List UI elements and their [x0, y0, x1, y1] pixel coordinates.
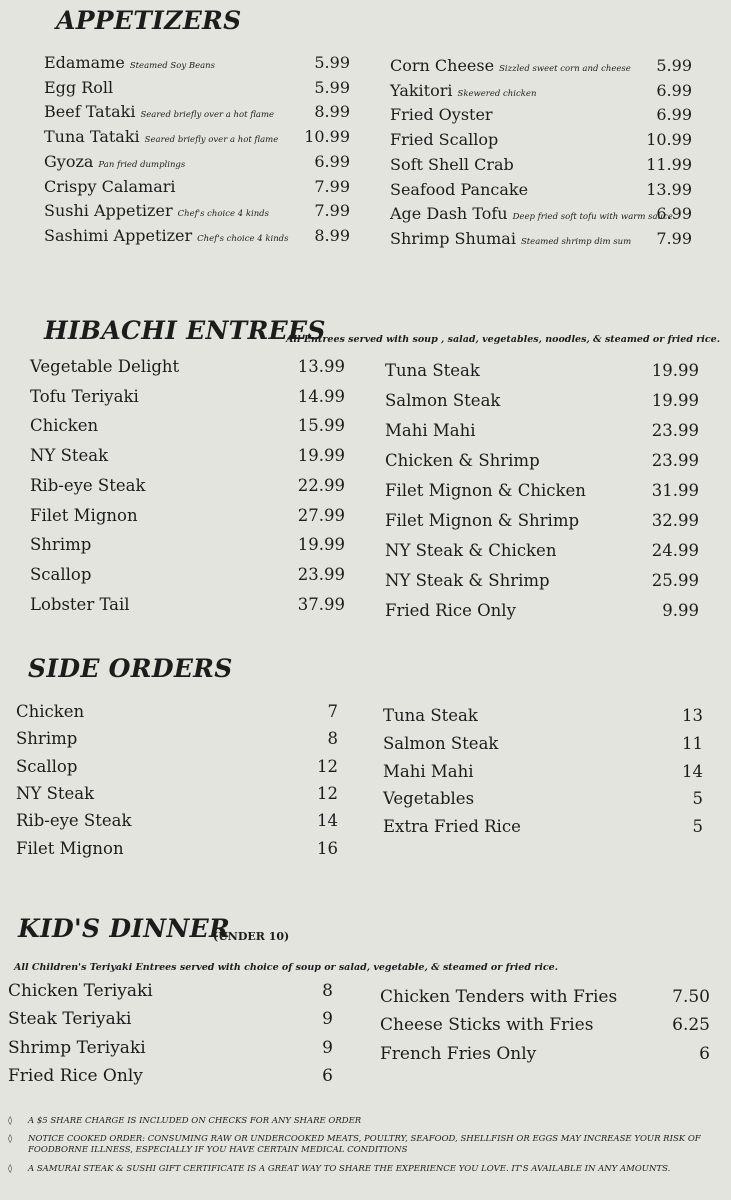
menu-item-price: 7.99 [314, 176, 350, 196]
menu-item-price: 5.99 [656, 56, 692, 75]
menu-item-price: 24.99 [651, 541, 699, 560]
menu-item [44, 151, 350, 175]
menu-item [390, 179, 692, 203]
menu-item-name [390, 154, 514, 176]
menu-item-name [16, 728, 77, 750]
menu-item-name [8, 1037, 146, 1059]
menu-item-title: Chicken Teriyaki [8, 981, 153, 1001]
appetizers-heading: APPETIZERS [56, 6, 242, 35]
diamond-bullet-icon: ◊ [8, 1116, 13, 1126]
menu-item [16, 810, 338, 834]
menu-item [385, 540, 699, 564]
menu-item-title: Chicken Tenders with Fries [380, 987, 618, 1007]
menu-item-price: 7.99 [314, 201, 350, 221]
menu-item [44, 225, 350, 249]
menu-item [30, 505, 345, 529]
menu-item-title: Cheese Sticks with Fries [380, 1015, 594, 1036]
menu-item-price: 13 [682, 706, 703, 725]
menu-item-name [390, 55, 631, 80]
kids-dinner-subtitle: (UNDER 10) [213, 930, 290, 943]
menu-item [30, 564, 345, 588]
menu-item-name [380, 1043, 536, 1065]
menu-item-price: 5.99 [314, 53, 350, 72]
menu-item-price: 10.99 [646, 130, 692, 150]
menu-item [390, 80, 692, 104]
menu-item [44, 52, 350, 76]
menu-item-price: 13.99 [297, 357, 345, 376]
menu-item-title: Crispy Calamari [44, 176, 176, 196]
menu-item [30, 445, 345, 469]
menu-item-price: 9 [322, 1009, 333, 1030]
menu-item-price: 23.99 [651, 451, 699, 470]
side-orders-heading: SIDE ORDERS [28, 654, 233, 683]
menu-item-price: 10.99 [304, 127, 350, 147]
menu-item-price: 12 [317, 756, 338, 776]
menu-item-price: 27.99 [297, 505, 345, 525]
menu-item-name [385, 570, 550, 592]
menu-item-title: NY Steak & Chicken [385, 541, 557, 560]
menu-item-title: Beef Tataki [44, 102, 136, 122]
menu-item [8, 1037, 333, 1061]
menu-item-name [44, 176, 176, 198]
menu-item-title: Tuna Steak [385, 361, 480, 380]
menu-item-price: 14 [317, 811, 338, 831]
menu-item [16, 838, 338, 862]
menu-item-price: 7 [327, 702, 338, 721]
menu-item-title: Filet Mignon [30, 505, 138, 525]
footnote-raw-food-warning [8, 1134, 723, 1156]
menu-item-name [390, 104, 493, 126]
menu-item-name [385, 420, 476, 442]
menu-item-description: Chef's choice 4 kinds [177, 209, 269, 220]
menu-item-title: Fried Rice Only [8, 1066, 143, 1087]
menu-item [30, 356, 345, 380]
menu-item [385, 600, 699, 624]
footnote-text: A SAMURAI STEAK & SUSHI GIFT CERTIFICATE IS A GREAT WAY TO SHARE THE EXPERIENCE YOU LOVE. IT'S AVAILABLE IN ANY AMOUNTS. [28, 1164, 671, 1174]
menu-item [385, 570, 699, 594]
menu-item-title: Fried Rice Only [385, 601, 516, 620]
menu-item-description: Sizzled sweet corn and cheese [499, 64, 631, 74]
menu-item [383, 816, 703, 840]
menu-item [390, 55, 692, 79]
menu-item-title: Rib-eye Steak [30, 475, 146, 495]
menu-item-description: Skewered chicken [457, 88, 537, 99]
menu-item [44, 176, 350, 200]
menu-item-title: Corn Cheese [390, 56, 495, 75]
menu-item [30, 475, 345, 499]
menu-item [390, 228, 692, 252]
menu-item-name [16, 756, 77, 778]
menu-item-title: Sushi Appetizer [44, 201, 173, 221]
menu-item-title: Tuna Tataki [44, 127, 140, 147]
menu-item-name [383, 705, 478, 727]
menu-item-price: 23.99 [651, 421, 699, 440]
menu-item-price: 8.99 [314, 225, 350, 245]
menu-item-title: Salmon Steak [385, 391, 501, 410]
menu-item-name [44, 151, 185, 176]
menu-item-title: Yakitori [390, 80, 453, 100]
menu-item-title: NY Steak [30, 446, 109, 466]
menu-item-name [44, 126, 278, 151]
kids-dinner-note: All Children's Teriyaki Entrees served with choice of soup or salad, vegetable, & steamed or fried rice. [14, 962, 559, 973]
menu-item-price: 6.99 [656, 204, 692, 224]
menu-item [16, 783, 338, 807]
menu-item-price: 6 [322, 1066, 333, 1087]
menu-item-price: 6.25 [672, 1015, 710, 1036]
menu-item [380, 1043, 710, 1067]
menu-item-price: 6.99 [656, 105, 692, 125]
menu-item-price: 23.99 [297, 564, 345, 584]
menu-item-name [44, 52, 215, 77]
hibachi-note: All Entrees served with soup , salad, vegetables, noodles, & steamed or fried rice. [286, 334, 721, 345]
menu-item-name [390, 179, 528, 201]
menu-item-name [44, 225, 288, 250]
menu-item-price: 11.99 [646, 154, 692, 174]
menu-item [8, 980, 333, 1004]
menu-item-price: 37.99 [297, 594, 345, 614]
menu-item [16, 756, 338, 780]
menu-item-name [390, 203, 673, 228]
menu-item-price: 7.99 [656, 228, 692, 248]
menu-item-title: Shrimp Teriyaki [8, 1037, 146, 1058]
menu-item-price: 25.99 [651, 571, 699, 590]
menu-item-title: NY Steak [16, 783, 95, 803]
menu-item-name [380, 1014, 593, 1036]
menu-item-price: 13.99 [646, 179, 692, 199]
menu-item [383, 733, 703, 757]
menu-item-name [30, 445, 108, 467]
menu-item-name [16, 701, 84, 723]
menu-item-name [390, 129, 498, 151]
menu-item-title: Vegetables [383, 789, 475, 809]
menu-item-price: 6.99 [314, 151, 350, 171]
menu-item-name [30, 475, 145, 497]
menu-item-title: Filet Mignon & Chicken [385, 481, 586, 500]
menu-item [44, 126, 350, 150]
menu-item-name [385, 600, 516, 622]
menu-item-name [30, 505, 138, 527]
menu-item-price: 7.50 [672, 987, 710, 1007]
menu-item-title: Salmon Steak [383, 733, 499, 753]
menu-item-price: 14 [682, 761, 703, 781]
menu-item-price: 5 [692, 817, 703, 837]
menu-item [16, 701, 338, 725]
menu-item-price: 19.99 [297, 446, 345, 466]
menu-item-title: Lobster Tail [30, 594, 130, 614]
menu-item [380, 1014, 710, 1038]
menu-item [385, 420, 699, 444]
menu-item-name [390, 80, 536, 105]
menu-item-name [385, 540, 556, 562]
menu-item-price: 5 [692, 789, 703, 809]
menu-item [16, 728, 338, 752]
menu-item-price: 32.99 [651, 511, 699, 530]
menu-item-price: 31.99 [651, 481, 699, 500]
menu-item-title: French Fries Only [380, 1043, 537, 1064]
menu-item-price: 14.99 [297, 386, 345, 406]
menu-item-title: Chicken [16, 702, 85, 721]
menu-item [383, 705, 703, 729]
diamond-bullet-icon: ◊ [8, 1164, 13, 1174]
menu-item-name [383, 788, 474, 810]
menu-item-title: NY Steak & Shrimp [385, 571, 550, 590]
menu-item [390, 203, 692, 227]
menu-item-name [383, 733, 498, 755]
menu-item [44, 200, 350, 224]
footnote-gift-certificate [8, 1164, 723, 1175]
menu-item-description: Deep fried soft tofu with warm sauce [512, 212, 673, 223]
footnote-share-charge [8, 1116, 723, 1127]
menu-item-name [30, 415, 98, 437]
menu-item-title: Soft Shell Crab [390, 154, 514, 174]
menu-item-name [30, 386, 139, 408]
menu-item [385, 360, 699, 384]
hibachi-heading: HIBACHI ENTREES [44, 316, 326, 345]
menu-item [30, 594, 345, 618]
menu-item-name [385, 360, 480, 382]
menu-item [30, 534, 345, 558]
menu-item [390, 104, 692, 128]
menu-item-description: Pan fried dumplings [98, 159, 186, 170]
menu-item [44, 77, 350, 101]
menu-item-title: Edamame [44, 53, 125, 72]
menu-item-title: Chicken & Shrimp [385, 451, 540, 470]
menu-item-name [383, 761, 474, 783]
menu-item-price: 19.99 [651, 361, 699, 380]
menu-item [383, 788, 703, 812]
menu-item [30, 415, 345, 439]
menu-item-name [385, 450, 540, 472]
menu-item-name [380, 986, 617, 1008]
menu-item-title: Age Dash Tofu [390, 204, 508, 224]
menu-item-price: 8.99 [314, 102, 350, 122]
menu-item [380, 986, 710, 1010]
menu-item-name [8, 1065, 143, 1087]
menu-item [8, 1065, 333, 1089]
menu-item-title: Gyoza [44, 151, 94, 171]
menu-item-title: Sashimi Appetizer [44, 225, 193, 245]
menu-item-price: 19.99 [297, 535, 345, 555]
menu-item-title: Extra Fried Rice [383, 817, 521, 837]
menu-item-title: Scallop [16, 756, 78, 776]
footnote-text: NOTICE COOKED ORDER: CONSUMING RAW OR UNDERCOOKED MEATS, POULTRY, SEAFOOD, SHELLFISH OR EGGS MAY INCREASE YOUR RISK OF FOODBORNE ILLNESS, ESPECIALLY IF YOU HAVE CERTAIN MEDICAL CONDITIONS [28, 1134, 701, 1155]
menu-item-name [390, 228, 631, 253]
menu-item-title: Egg Roll [44, 77, 114, 97]
menu-item-title: Mahi Mahi [383, 761, 474, 781]
menu-item-price: 15.99 [297, 416, 345, 436]
menu-item [390, 154, 692, 178]
menu-item-description: Steamed shrimp dim sum [520, 236, 632, 247]
menu-item-name [16, 838, 124, 860]
menu-item-title: Chicken [30, 416, 99, 436]
menu-item-title: Steak Teriyaki [8, 1009, 132, 1030]
menu-item-name [30, 534, 91, 556]
menu-item [383, 761, 703, 785]
menu-item-description: Steamed Soy Beans [129, 61, 216, 71]
menu-item-price: 11 [682, 733, 703, 753]
menu-item-price: 22.99 [297, 475, 345, 495]
menu-item-name [44, 77, 113, 99]
menu-item-title: Filet Mignon & Shrimp [385, 511, 580, 530]
menu-item-description: Seared briefly over a hot flame [140, 110, 275, 121]
menu-item [30, 386, 345, 410]
menu-item [390, 129, 692, 153]
menu-item-price: 8 [327, 729, 338, 749]
menu-item-title: Shrimp [30, 535, 92, 555]
menu-item-title: Shrimp Shumai [390, 228, 516, 248]
menu-item-price: 12 [317, 783, 338, 803]
menu-item-price: 9.99 [662, 601, 699, 620]
kids-dinner-heading: KID'S DINNER [18, 914, 231, 943]
menu-item-name [44, 101, 274, 126]
menu-item-name [30, 564, 91, 586]
menu-item [44, 101, 350, 125]
menu-item-name [16, 783, 94, 805]
menu-item-title: Filet Mignon [16, 838, 124, 858]
menu-item [385, 510, 699, 534]
menu-item-price: 6.99 [656, 80, 692, 100]
menu-item [8, 1008, 333, 1032]
menu-item-title: Vegetable Delight [30, 357, 180, 376]
footnote-text: A $5 SHARE CHARGE IS INCLUDED ON CHECKS FOR ANY SHARE ORDER [28, 1116, 362, 1126]
menu-item-name [30, 356, 179, 378]
menu-item-name [30, 594, 130, 616]
menu-item-name [8, 980, 153, 1002]
menu-item-name [383, 816, 521, 838]
menu-item-title: Rib-eye Steak [16, 811, 132, 831]
menu-item-name [385, 480, 586, 502]
menu-item [385, 390, 699, 414]
menu-item-title: Tuna Steak [383, 706, 478, 725]
menu-item-title: Seafood Pancake [390, 179, 529, 199]
menu-item-name [385, 510, 579, 532]
menu-item-title: Fried Oyster [390, 105, 493, 125]
menu-item-price: 5.99 [314, 77, 350, 97]
menu-item-title: Mahi Mahi [385, 421, 476, 440]
menu-item-price: 8 [322, 981, 333, 1001]
menu-item-title: Fried Scallop [390, 130, 499, 150]
menu-item-title: Tofu Teriyaki [30, 386, 139, 406]
menu-item-price: 9 [322, 1037, 333, 1058]
menu-item-title: Scallop [30, 564, 92, 584]
menu-item-name [385, 390, 500, 412]
menu-item [385, 480, 699, 504]
menu-item [385, 450, 699, 474]
menu-item-price: 16 [317, 838, 338, 858]
menu-item-title: Shrimp [16, 729, 78, 749]
menu-item-description: Seared briefly over a hot flame [144, 135, 279, 146]
menu-item-description: Chef's choice 4 kinds [197, 233, 289, 244]
menu-item-price: 19.99 [651, 391, 699, 410]
menu-item-name [44, 200, 269, 225]
menu-item-price: 6 [699, 1043, 710, 1064]
menu-item-name [16, 810, 131, 832]
menu-item-name [8, 1008, 132, 1030]
diamond-bullet-icon: ◊ [8, 1134, 13, 1144]
